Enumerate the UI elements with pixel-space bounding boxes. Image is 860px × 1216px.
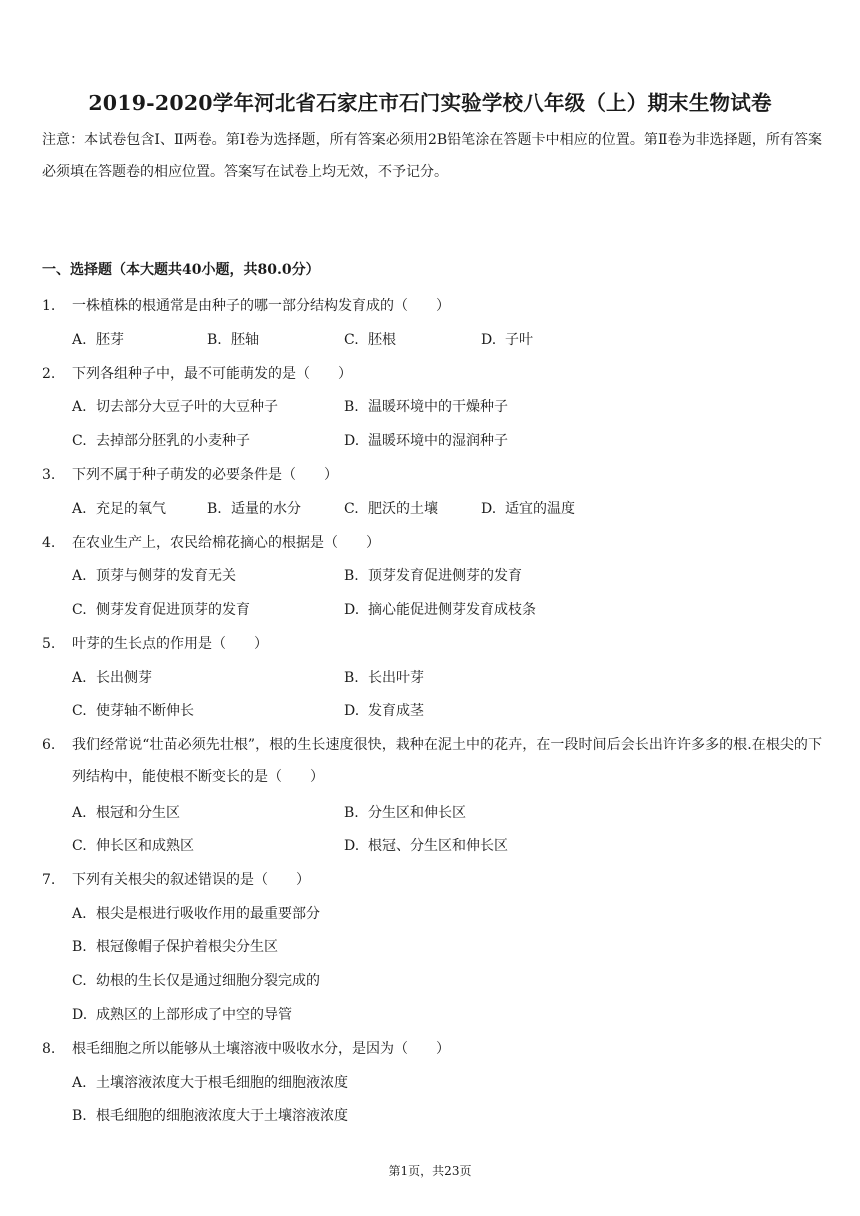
option-text: 土壤溶液浓度大于根毛细胞的细胞液浓度 <box>96 1075 348 1091</box>
option-text: 适宜的温度 <box>505 501 575 517</box>
option-b[interactable] <box>344 666 424 690</box>
option-a[interactable] <box>72 564 236 588</box>
question-stem: 下列不属于种子萌发的必要条件是（ ） <box>72 467 338 483</box>
option-a[interactable] <box>72 666 152 690</box>
option-d[interactable] <box>344 598 536 622</box>
option-text: 摘心能促进侧芽发育成枝条 <box>368 602 536 618</box>
option-text: 温暖环境中的干燥种子 <box>368 399 508 415</box>
option-a[interactable] <box>72 1071 348 1095</box>
page-footer: 第1页，共23页 <box>388 1164 472 1178</box>
option-letter: C. <box>72 433 87 449</box>
option-d[interactable] <box>72 1003 292 1027</box>
question-number: 2. <box>42 366 56 382</box>
option-letter: A. <box>72 332 87 348</box>
option-a[interactable] <box>72 328 124 352</box>
page-title: 2019-2020学年河北省石家庄市石门实验学校八年级（上）期末生物试卷 <box>88 91 772 115</box>
option-b[interactable] <box>344 564 522 588</box>
option-letter: D. <box>481 332 497 348</box>
option-text: 发育成茎 <box>368 703 424 719</box>
question-stem: 叶芽的生长点的作用是（ ） <box>72 636 268 652</box>
option-letter: B. <box>207 501 222 517</box>
option-d[interactable] <box>344 429 508 453</box>
question-number: 6. <box>42 737 56 753</box>
option-text: 温暖环境中的湿润种子 <box>368 433 508 449</box>
option-text: 长出侧芽 <box>96 670 152 686</box>
question-number: 4. <box>42 535 56 551</box>
option-letter: D. <box>344 838 360 854</box>
option-letter: D. <box>481 501 497 517</box>
option-letter: B. <box>344 670 359 686</box>
exam-notice: 注意：本试卷包含Ⅰ、Ⅱ两卷。第Ⅰ卷为选择题，所有答案必须用2B铅笔涂在答题卡中相应的位置。第Ⅱ卷为非选择题，所有答案必须填在答题卷的相应位置。答案写在试卷上均无效，不予记分。 <box>42 132 822 180</box>
option-b[interactable] <box>72 935 278 959</box>
option-a[interactable] <box>72 902 320 926</box>
option-letter: A. <box>72 805 87 821</box>
option-c[interactable] <box>72 969 320 993</box>
question-number: 3. <box>42 467 56 483</box>
option-a[interactable] <box>72 395 278 419</box>
question-number: 8. <box>42 1041 56 1057</box>
question-stem: 我们经常说“壮苗必须先壮根”，根的生长速度很快，栽种在泥土中的花卉，在一段时间后会长出许许多多的根.在根尖的下列结构中，能使根不断变长的是（ ） <box>72 737 822 785</box>
option-text: 伸长区和成熟区 <box>96 838 194 854</box>
question-number: 7. <box>42 872 56 888</box>
option-d[interactable] <box>481 328 533 352</box>
option-b[interactable] <box>72 1104 348 1128</box>
option-text: 根冠、分生区和伸长区 <box>368 838 508 854</box>
option-letter: A. <box>72 568 87 584</box>
option-letter: D. <box>344 602 360 618</box>
option-c[interactable] <box>344 497 438 521</box>
option-text: 顶芽发育促进侧芽的发育 <box>368 568 522 584</box>
option-text: 去掉部分胚乳的小麦种子 <box>96 433 250 449</box>
section-heading: 一、选择题（本大题共40小题，共80.0分） <box>42 262 320 278</box>
option-text: 切去部分大豆子叶的大豆种子 <box>96 399 278 415</box>
option-d[interactable] <box>481 497 575 521</box>
option-letter: C. <box>72 602 87 618</box>
option-text: 肥沃的土壤 <box>368 501 438 517</box>
option-letter: B. <box>344 805 359 821</box>
option-letter: A. <box>72 906 87 922</box>
option-text: 成熟区的上部形成了中空的导管 <box>96 1007 292 1023</box>
option-b[interactable] <box>344 395 508 419</box>
option-a[interactable] <box>72 497 166 521</box>
option-c[interactable] <box>72 699 194 723</box>
option-text: 根尖是根进行吸收作用的最重要部分 <box>96 906 320 922</box>
option-c[interactable] <box>72 598 250 622</box>
option-text: 长出叶芽 <box>368 670 424 686</box>
option-text: 胚芽 <box>96 332 124 348</box>
option-letter: C. <box>72 703 87 719</box>
option-text: 胚根 <box>368 332 396 348</box>
option-letter: B. <box>207 332 222 348</box>
option-a[interactable] <box>72 801 180 825</box>
question-number: 1. <box>42 298 56 314</box>
option-b[interactable] <box>207 497 301 521</box>
question-stem: 一株植株的根通常是由种子的哪一部分结构发育成的（ ） <box>72 298 450 314</box>
option-b[interactable] <box>207 328 259 352</box>
option-letter: D. <box>344 703 360 719</box>
option-d[interactable] <box>344 699 424 723</box>
option-letter: C. <box>72 973 87 989</box>
option-c[interactable] <box>72 834 194 858</box>
option-letter: C. <box>344 332 359 348</box>
question-stem: 根毛细胞之所以能够从土壤溶液中吸收水分，是因为（ ） <box>72 1041 450 1057</box>
option-text: 根毛细胞的细胞液浓度大于土壤溶液浓度 <box>96 1108 348 1124</box>
option-text: 适量的水分 <box>231 501 301 517</box>
option-letter: A. <box>72 501 87 517</box>
option-c[interactable] <box>344 328 396 352</box>
option-letter: B. <box>344 399 359 415</box>
question-stem: 下列各组种子中，最不可能萌发的是（ ） <box>72 366 352 382</box>
option-text: 子叶 <box>505 332 533 348</box>
option-text: 侧芽发育促进顶芽的发育 <box>96 602 250 618</box>
option-text: 根冠和分生区 <box>96 805 180 821</box>
option-text: 使芽轴不断伸长 <box>96 703 194 719</box>
option-c[interactable] <box>72 429 250 453</box>
option-letter: D. <box>344 433 360 449</box>
option-text: 根冠像帽子保护着根尖分生区 <box>96 939 278 955</box>
option-letter: A. <box>72 670 87 686</box>
option-d[interactable] <box>344 834 508 858</box>
option-letter: A. <box>72 1075 87 1091</box>
option-letter: D. <box>72 1007 88 1023</box>
question-6 <box>42 729 822 793</box>
option-letter: B. <box>344 568 359 584</box>
question-stem: 下列有关根尖的叙述错误的是（ ） <box>72 872 310 888</box>
option-letter: B. <box>72 939 87 955</box>
option-text: 分生区和伸长区 <box>368 805 466 821</box>
option-letter: C. <box>72 838 87 854</box>
option-letter: A. <box>72 399 87 415</box>
question-number: 5. <box>42 636 56 652</box>
option-letter: C. <box>344 501 359 517</box>
option-text: 顶芽与侧芽的发育无关 <box>96 568 236 584</box>
option-letter: B. <box>72 1108 87 1124</box>
option-text: 幼根的生长仅是通过细胞分裂完成的 <box>96 973 320 989</box>
option-text: 胚轴 <box>231 332 259 348</box>
option-b[interactable] <box>344 801 466 825</box>
question-stem: 在农业生产上，农民给棉花摘心的根据是（ ） <box>72 535 380 551</box>
option-text: 充足的氧气 <box>96 501 166 517</box>
